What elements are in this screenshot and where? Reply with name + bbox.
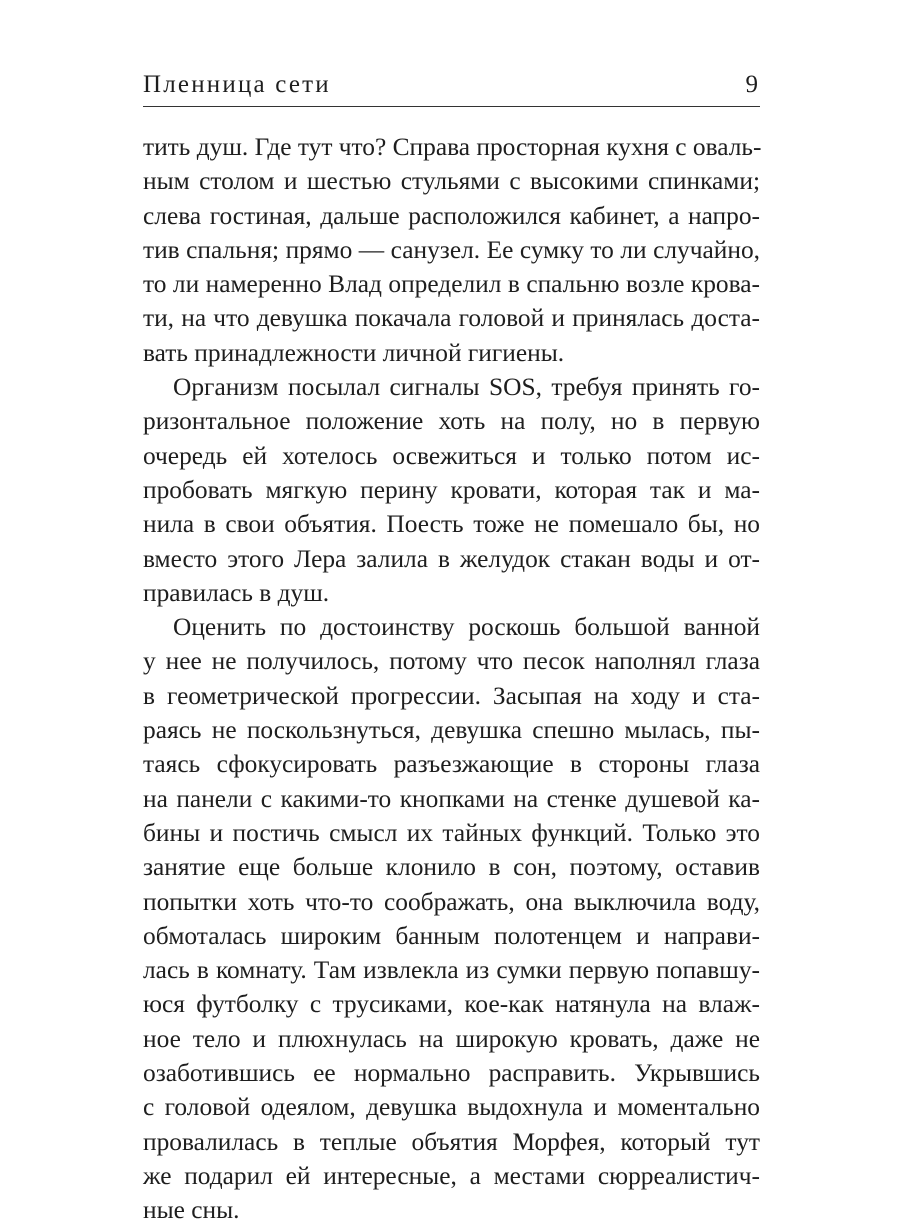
text-line: нила в свои объятия. Поесть тоже не помешало бы, но (143, 510, 760, 539)
text-line: провалилась в теплые объятия Морфея, который тут (143, 1127, 760, 1156)
text-line: бины и постичь смысл их тайных функций. Только это (143, 818, 760, 847)
paragraph (143, 610, 760, 1227)
text-line: в геометрической прогрессии. Засыпая на ходу и ста- (143, 681, 760, 710)
text-line: Организм посылал сигналы SOS, требуя принять го- (173, 373, 760, 402)
text-line: ное тело и плюхнулась на широкую кровать, даже не (143, 1024, 760, 1053)
book-page (143, 66, 762, 1225)
text-line: попытки хоть что-то соображать, она выключила воду, (143, 887, 760, 916)
paragraph (143, 370, 760, 610)
text-line: таясь сфокусировать разъезжающие в стороны глаза (143, 750, 760, 779)
running-header (143, 66, 760, 107)
text-line: у нее не получилось, потому что песок наполнял глаза (143, 647, 760, 676)
text-line: ризонтальное положение хоть на полу, но в первую (143, 407, 760, 436)
text-line: пробовать мягкую перину кровати, которая так и ма- (143, 475, 760, 504)
text-line: правилась в душ. (143, 578, 330, 607)
text-line: ным столом и шестью стульями с высокими спинками; (143, 167, 760, 196)
text-line: очередь ей хотелось освежиться и только потом ис- (143, 441, 760, 470)
text-line: то ли намеренно Влад определил в спальню возле крова- (143, 270, 760, 299)
text-line: тив спальня; прямо — санузел. Ее сумку то ли случайно, (143, 235, 760, 264)
text-line: ти, на что девушка покачала головой и принялась доста- (143, 304, 760, 333)
text-line: раясь не поскользнуться, девушка спешно мылась, пы- (143, 716, 760, 745)
text-line: озаботившись ее нормально расправить. Укрывшись (143, 1059, 760, 1088)
text-line: юся футболку с трусиками, кое-как натянула на влаж- (143, 990, 760, 1019)
text-line: на панели с какими-то кнопками на стенке душевой ка- (143, 784, 760, 813)
text-line: занятие еще больше клонило в сон, поэтому, оставив (143, 853, 760, 882)
text-line: тить душ. Где тут что? Справа просторная кухня с оваль- (143, 133, 762, 161)
text-line: Оценить по достоинству роскошь большой ванной (173, 613, 760, 642)
text-line: же подарил ей интересные, а местами сюрреалистич- (143, 1161, 760, 1190)
text-line: с головой одеялом, девушка выдохнула и моментально (143, 1093, 760, 1122)
text-line: слева гостиная, дальше расположился кабинет, а напро- (143, 201, 760, 230)
body-text (143, 130, 760, 1228)
text-line: лась в комнату. Там извлекла из сумки первую попавшу- (143, 956, 760, 985)
text-line: ные сны. (143, 1196, 240, 1225)
book-title: Пленница сети (143, 71, 331, 98)
text-line: вместо этого Лера залила в желудок стакан воды и от- (143, 544, 760, 573)
page-number: 9 (745, 71, 758, 98)
text-line: вать принадлежности личной гигиены. (143, 338, 565, 367)
text-line: обмоталась широким банным полотенцем и направи- (143, 921, 760, 950)
paragraph (143, 130, 760, 370)
